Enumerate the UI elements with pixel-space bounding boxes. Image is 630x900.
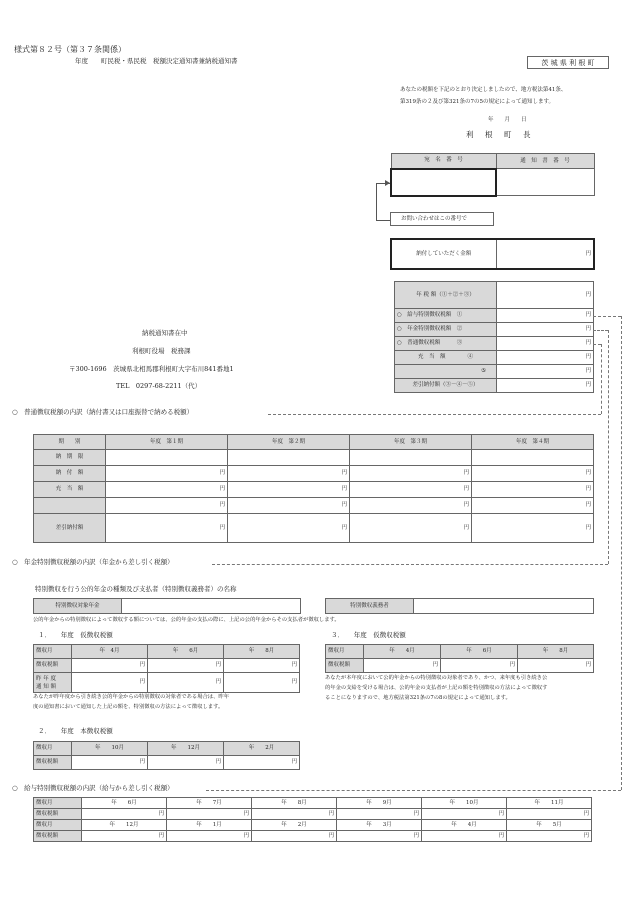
- ordinary-cell: 円: [472, 514, 594, 543]
- salary-amount: 円: [507, 809, 592, 820]
- salary-month: 年 10月: [422, 798, 507, 809]
- ordinary-section-title: ○ 普通徴収税額の内訳（納付書又は口座振替で納める税額）: [12, 409, 196, 417]
- salary-month: 年 12月: [82, 820, 167, 831]
- salary-month: 年 9月: [337, 798, 422, 809]
- salary-month: 年 1月: [167, 820, 252, 831]
- ordinary-cell: [350, 450, 472, 466]
- id-table: [390, 153, 595, 197]
- ordinary-row-blank-label: [34, 498, 106, 514]
- office-line1: 納税通知書在中: [142, 329, 188, 337]
- ordinary-title-dash: [268, 414, 601, 415]
- ordinary-cell: 円: [106, 498, 228, 514]
- ordinary-cell: 円: [350, 482, 472, 498]
- salary-table: [33, 797, 592, 842]
- connector-pension-v: [608, 330, 609, 564]
- t2-amount: 円: [224, 756, 300, 770]
- t3-amount: 円: [518, 659, 594, 673]
- ordinary-row-payment-label: 納 付 額: [34, 466, 106, 482]
- t1-note-line1: あなたが昨年度から引き続き公的年金からの特別徴収の対象者である場合は、昨年: [33, 694, 229, 700]
- ordinary-cell: 円: [350, 498, 472, 514]
- salary-section-title: ○ 給与特別徴収税額の内訳（給与から差し引く税額）: [12, 785, 177, 793]
- municipality-name: 茨 城 県 利 根 町: [541, 59, 595, 67]
- t2-amount-label: 徴収税額: [34, 756, 72, 770]
- salary-month-label: 徴収月: [34, 820, 82, 831]
- salary-amount-label: 徴収税額: [34, 831, 82, 842]
- pension-section-title: ○ 年金特別徴収税額の内訳（年金から差し引く税額）: [12, 559, 177, 567]
- t1-prev: 円: [72, 673, 148, 693]
- mayor-name: 利 根 町 長: [466, 130, 533, 139]
- t1-amount-label: 徴収税額: [34, 659, 72, 673]
- ordinary-cell: 円: [228, 466, 350, 482]
- pension-payer-label: 特別徴収義務者: [326, 599, 414, 614]
- office-tel: TEL 0297-68-2211（代）: [116, 382, 202, 390]
- pension-t3-title: ３． 年度 仮徴収税額: [331, 631, 406, 639]
- summary-table: [394, 281, 594, 393]
- t2-month: 年 10月: [72, 742, 148, 756]
- summary-row-pension-label: ○ 年金特別徴収税額 ②: [395, 323, 497, 337]
- payment-label: 納付していただく金額: [391, 239, 496, 269]
- t1-prev-label: [34, 673, 72, 693]
- salary-title-dash: [206, 790, 621, 791]
- salary-month: 年 5月: [507, 820, 592, 831]
- summary-row-total-value: 円: [497, 282, 594, 309]
- salary-month: 年 3月: [337, 820, 422, 831]
- salary-amount-label: 徴収税額: [34, 809, 82, 820]
- ordinary-cell: 円: [472, 498, 594, 514]
- connector-pension-h: [593, 330, 608, 331]
- t3-month-label: 徴収月: [326, 645, 364, 659]
- ordinary-table: [33, 434, 594, 543]
- notice-number-label: 通 知 書 番 号: [496, 154, 594, 169]
- t1-month: 年 4月: [72, 645, 148, 659]
- salary-amount: 円: [252, 831, 337, 842]
- ordinary-header-1: 年度 第１期: [106, 435, 228, 450]
- summary-row-pension-value: 円: [497, 323, 594, 337]
- document-title: 年度 町民税・県民税 税額決定通知書兼納税通知書: [75, 57, 238, 65]
- ordinary-cell: [228, 450, 350, 466]
- pension-payer-value: [414, 599, 594, 614]
- payment-value: 円: [496, 239, 594, 269]
- office-line2: 利根町役場 税務課: [132, 347, 191, 355]
- notice-line1: あなたの税額を下記のとおり決定しましたので、地方税法第41条、: [400, 87, 567, 93]
- salary-amount: 円: [337, 809, 422, 820]
- salary-amount: 円: [337, 831, 422, 842]
- arrow-head: [385, 180, 390, 186]
- t3-amount-label: 徴収税額: [326, 659, 364, 673]
- summary-row-ordinary-label: ○ 普通徴収税額 ③: [395, 337, 497, 351]
- pension-t3-table: [325, 644, 594, 673]
- ordinary-cell: 円: [228, 498, 350, 514]
- t1-prev: 円: [148, 673, 224, 693]
- t1-note-line2: 度の通知書において通知した上記の額を、特別徴収の方法によって徴収します。: [33, 704, 224, 710]
- notice-date: 年 月 日: [488, 117, 527, 123]
- salary-month: 年 8月: [252, 798, 337, 809]
- t1-amount: 円: [224, 659, 300, 673]
- t1-month: 年 6月: [148, 645, 224, 659]
- summary-row-applied-value: 円: [497, 351, 594, 365]
- pension-payer-table: [325, 598, 594, 614]
- summary-row-salary-value: 円: [497, 309, 594, 323]
- salary-amount: 円: [82, 831, 167, 842]
- t3-month: 年 4月: [364, 645, 441, 659]
- addressee-number-value: [391, 169, 496, 196]
- summary-row-5-label: ⑤: [395, 365, 497, 379]
- t1-prev-label-line1: 昨 年 度: [36, 675, 56, 682]
- salary-month: 年 4月: [422, 820, 507, 831]
- payment-table: [390, 238, 595, 270]
- office-address: 〒300-1696 茨城県北相馬郡利根町大字布川841番地1: [69, 365, 234, 373]
- pension-t1-table: [33, 644, 300, 693]
- ordinary-header-2: 年度 第２期: [228, 435, 350, 450]
- inquiry-box: [390, 212, 494, 226]
- notice-line2: 第319条の２及び第321条の7の5の規定によって通知します。: [400, 99, 555, 105]
- ordinary-cell: 円: [350, 514, 472, 543]
- salary-month: 年 2月: [252, 820, 337, 831]
- salary-amount: 円: [507, 831, 592, 842]
- form-number: 様式第８２号（第３７条関係）: [14, 45, 126, 54]
- ordinary-header-4: 年度 第４期: [472, 435, 594, 450]
- salary-month: 年 11月: [507, 798, 592, 809]
- t1-amount: 円: [148, 659, 224, 673]
- salary-amount: 円: [82, 809, 167, 820]
- t3-month: 年 8月: [518, 645, 594, 659]
- salary-amount: 円: [422, 809, 507, 820]
- t3-note-line3: ることになりますので、地方税法第321条の7の8の規定によって通知します。: [325, 695, 511, 701]
- ordinary-cell: 円: [472, 466, 594, 482]
- salary-amount: 円: [167, 831, 252, 842]
- t3-note-line2: 的年金の支給を受ける場合は、公的年金の支払者が上記の額を特別徴収の方法によって徴収す: [325, 685, 548, 691]
- summary-row-total-label: 年 税 額（①＋②＋③）: [395, 282, 497, 309]
- summary-row-applied-label: 充 当 額 ④: [395, 351, 497, 365]
- ordinary-cell: [106, 450, 228, 466]
- salary-month: 年 7月: [167, 798, 252, 809]
- t3-month: 年 6月: [441, 645, 518, 659]
- t2-month-label: 徴収月: [34, 742, 72, 756]
- pension-note: 公的年金からの特別徴収によって徴収する額については、公的年金の支払の際に、上記の公的年金からその支払者が徴収します。: [33, 617, 340, 623]
- salary-month: 年 6月: [82, 798, 167, 809]
- summary-row-net-value: 円: [497, 379, 594, 393]
- ordinary-row-applied-label: 充 当 額: [34, 482, 106, 498]
- t1-prev-label-line2: 通 知 額: [36, 683, 56, 690]
- pension-title-dash: [212, 564, 608, 565]
- summary-row-salary-label: ○ 給与特別徴収税額 ①: [395, 309, 497, 323]
- municipality-box: [527, 56, 609, 69]
- t3-amount: 円: [441, 659, 518, 673]
- summary-row-5-value: 円: [497, 365, 594, 379]
- t1-month: 年 8月: [224, 645, 300, 659]
- salary-amount: 円: [167, 809, 252, 820]
- t2-month: 年 12月: [148, 742, 224, 756]
- pension-subtitle: 特別徴収を行う公的年金の種類及び支払者（特別徴収義務者）の名称: [35, 585, 237, 593]
- ordinary-row-due-label: 納 期 限: [34, 450, 106, 466]
- connector-ordinary-h: [593, 344, 601, 345]
- salary-month-label: 徴収月: [34, 798, 82, 809]
- connector-salary-h: [593, 316, 621, 317]
- ordinary-cell: 円: [106, 466, 228, 482]
- ordinary-cell: 円: [106, 482, 228, 498]
- ordinary-cell: 円: [228, 514, 350, 543]
- connector-salary-v: [621, 316, 622, 790]
- connector-ordinary-v: [601, 344, 602, 414]
- summary-row-net-label: 差引納付額（③－④－⑤）: [395, 379, 497, 393]
- ordinary-row-net-label: 差引納付額: [34, 514, 106, 543]
- pension-t2-title: ２． 年度 本徴収税額: [38, 727, 113, 735]
- ordinary-header-period: 期 別: [34, 435, 106, 450]
- pension-type-label: 特別徴収対象年金: [34, 599, 122, 614]
- t1-amount: 円: [72, 659, 148, 673]
- t2-amount: 円: [72, 756, 148, 770]
- t3-note-line1: あなたが本年度において公的年金からの特別徴収の対象者であり、かつ、来年度も引き続き公: [325, 675, 548, 681]
- ordinary-cell: 円: [228, 482, 350, 498]
- t1-prev: 円: [224, 673, 300, 693]
- ordinary-cell: 円: [472, 482, 594, 498]
- salary-amount: 円: [422, 831, 507, 842]
- ordinary-cell: 円: [350, 466, 472, 482]
- t2-month: 年 2月: [224, 742, 300, 756]
- t1-month-label: 徴収月: [34, 645, 72, 659]
- arrow-line: [376, 183, 377, 221]
- pension-type-table: [33, 598, 301, 614]
- t2-amount: 円: [148, 756, 224, 770]
- ordinary-cell: [472, 450, 594, 466]
- arrow-line-bottom: [376, 220, 390, 221]
- pension-t2-table: [33, 741, 300, 770]
- pension-t1-title: １． 年度 仮徴収税額: [38, 631, 113, 639]
- addressee-number-label: 宛 名 番 号: [391, 154, 496, 169]
- summary-row-ordinary-value: 円: [497, 337, 594, 351]
- salary-amount: 円: [252, 809, 337, 820]
- notice-number-value: [496, 169, 594, 196]
- ordinary-cell: 円: [106, 514, 228, 543]
- inquiry-text: お問い合わせはこの番号で: [401, 216, 468, 222]
- pension-type-value: [122, 599, 301, 614]
- t3-amount: 円: [364, 659, 441, 673]
- ordinary-header-3: 年度 第３期: [350, 435, 472, 450]
